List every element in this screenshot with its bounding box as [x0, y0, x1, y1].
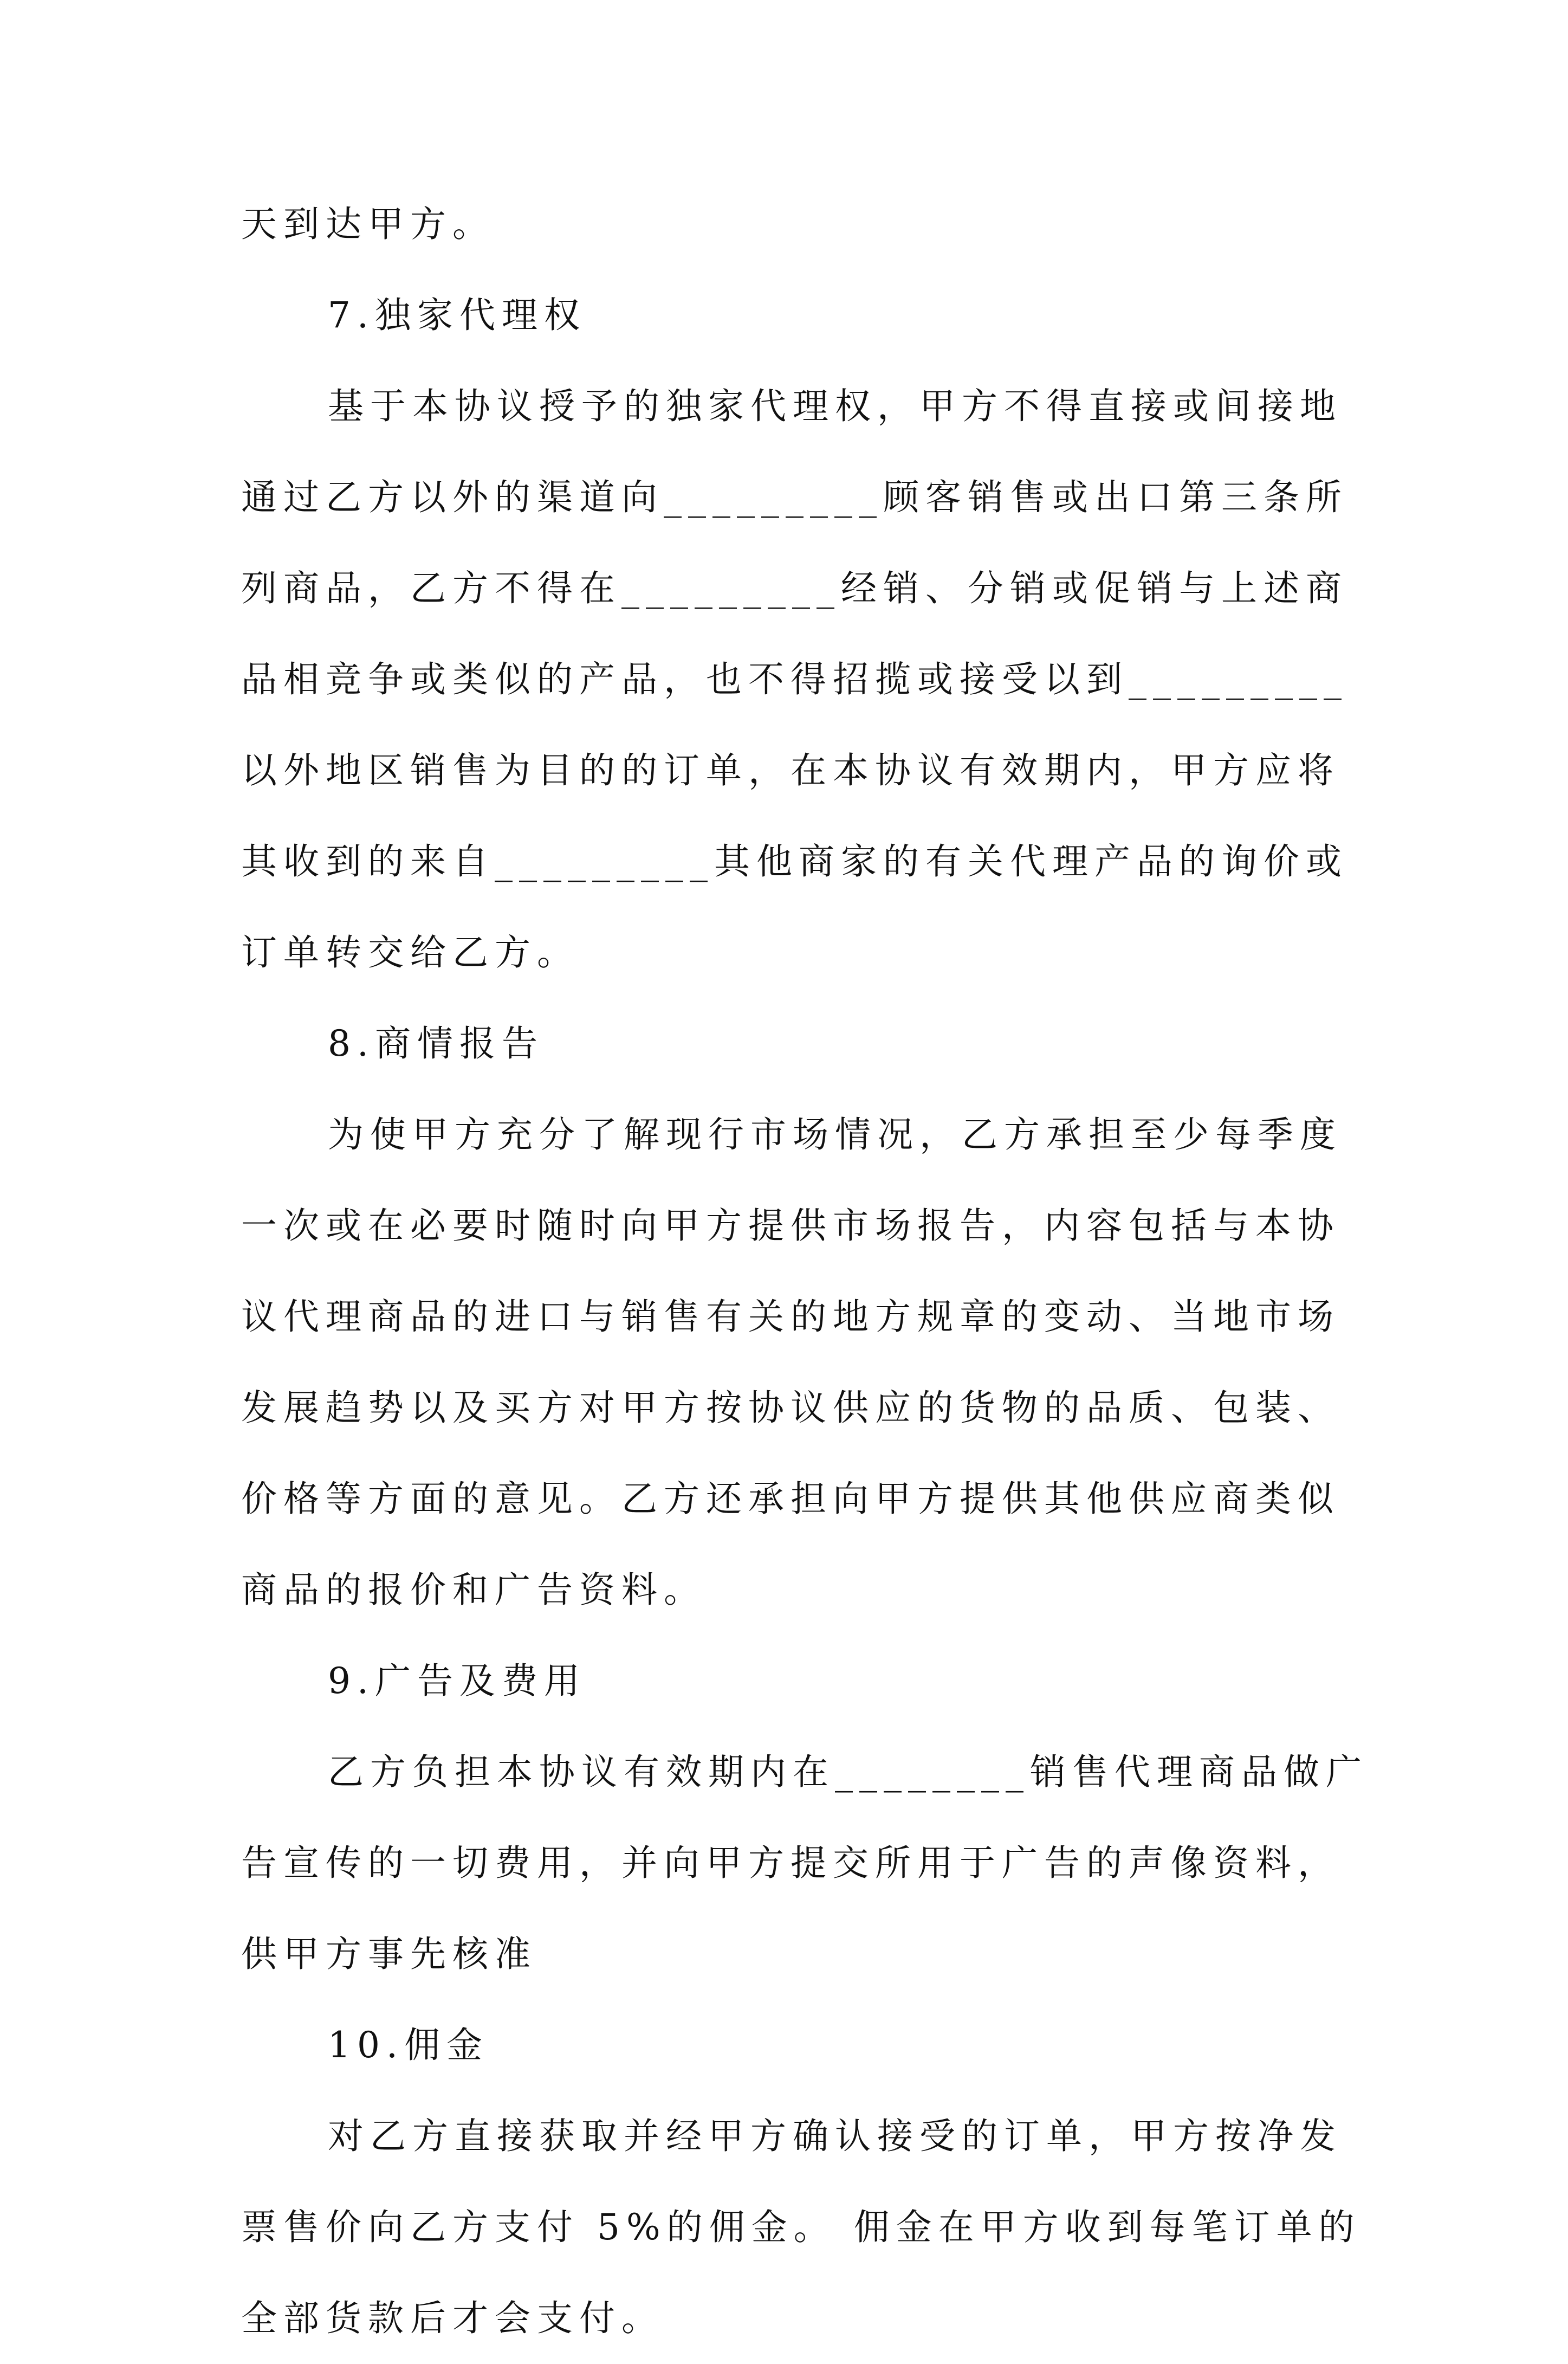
text-line: 对乙方直接获取并经甲方确认接受的订单，甲方按净发 — [328, 2115, 1342, 2157]
document-body — [241, 179, 1368, 2364]
text-line: 品相竞争或类似的产品，也不得招揽或接受以到_________ — [241, 658, 1348, 700]
text-line: 议代理商品的进口与销售有关的地方规章的变动、当地市场 — [241, 1296, 1340, 1338]
text-line: 告宣传的一切费用，并向甲方提交所用于广告的声像资料， — [241, 1842, 1340, 1884]
text-line: 全部货款后才会支付。 — [241, 2297, 664, 2339]
text-line: 列商品，乙方不得在_________经销、分销或促销与上述商 — [241, 567, 1348, 609]
text-line: 天到达甲方。 — [241, 203, 495, 245]
text-line: 其收到的来自_________其他商家的有关代理产品的询价或 — [241, 841, 1348, 882]
section-heading-commission: 10.佣金 — [328, 2024, 489, 2066]
text-line: 供甲方事先核准 — [241, 1933, 537, 1975]
section-heading-market-report: 8.商情报告 — [328, 1023, 544, 1064]
text-line: 订单转交给乙方。 — [241, 932, 579, 973]
text-line: 为使甲方充分了解现行市场情况，乙方承担至少每季度 — [328, 1114, 1342, 1155]
text-line: 发展趋势以及买方对甲方按协议供应的货物的品质、包装、 — [241, 1387, 1340, 1429]
text-line: 一次或在必要时随时向甲方提供市场报告，内容包括与本协 — [241, 1205, 1340, 1246]
text-line: 商品的报价和广告资料。 — [241, 1569, 706, 1611]
section-heading-exclusive-agency: 7.独家代理权 — [328, 294, 586, 336]
section-heading-advertising: 9.广告及费用 — [328, 1660, 586, 1702]
text-line: 以外地区销售为目的的订单，在本协议有效期内，甲方应将 — [241, 750, 1340, 791]
text-line: 通过乙方以外的渠道向_________顾客销售或出口第三条所 — [241, 476, 1348, 518]
text-line: 票售价向乙方支付 5%的佣金。 佣金在甲方收到每笔订单的 — [241, 2206, 1361, 2248]
text-line: 基于本协议授予的独家代理权，甲方不得直接或间接地 — [328, 385, 1342, 427]
text-line: 价格等方面的意见。乙方还承担向甲方提供其他供应商类似 — [241, 1478, 1340, 1520]
text-line: 乙方负担本协议有效期内在________销售代理商品做广 — [328, 1751, 1368, 1793]
